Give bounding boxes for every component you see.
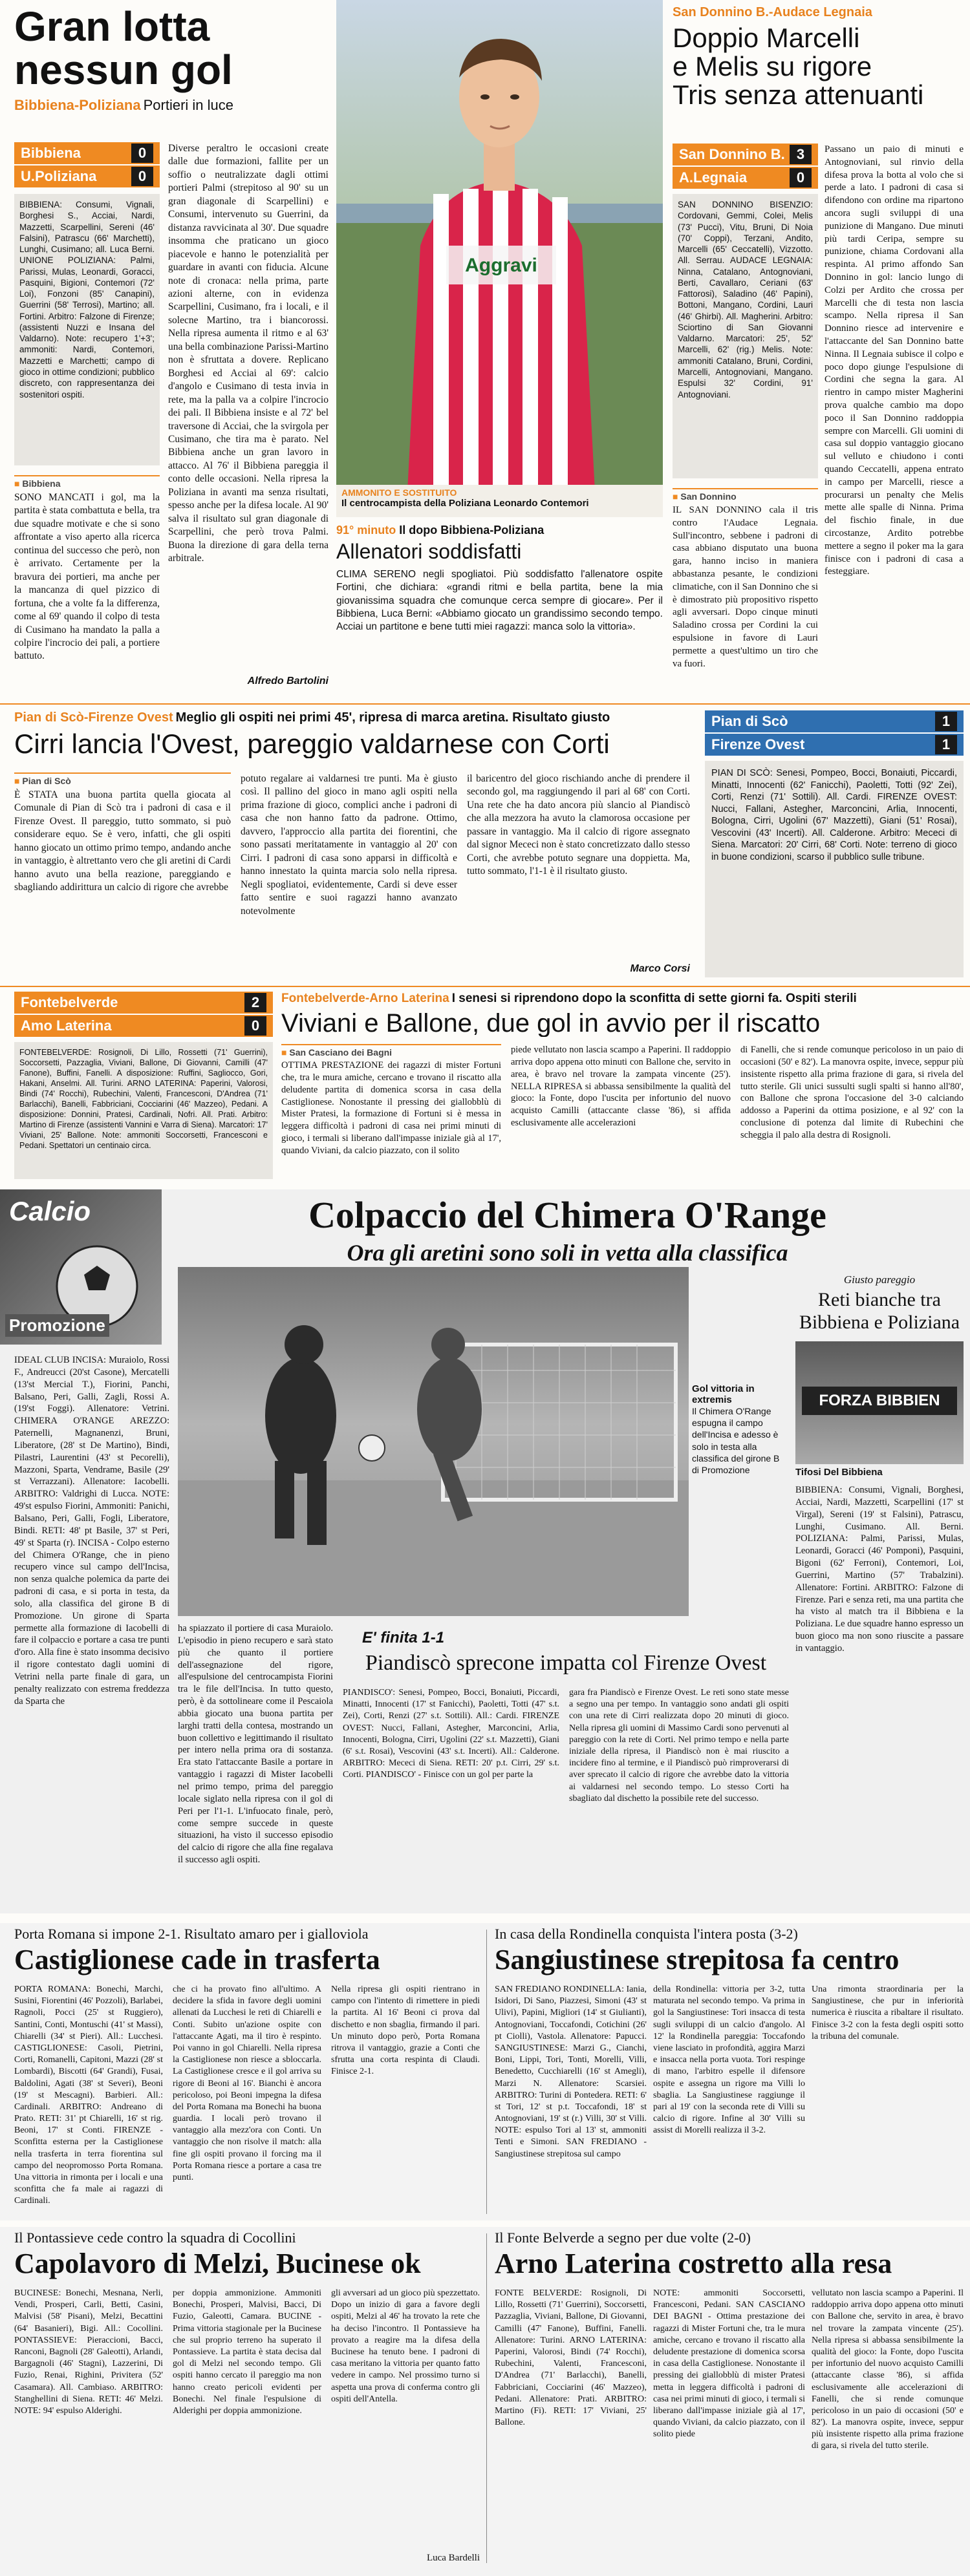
minute-tag: 91° minuto — [336, 524, 396, 537]
article-body-left-2: che ci ha provato fino all'ultimo. A decidere la sfida in favore degli uomini allenati da Lucchesi le reti di Chiarelli e Conti. Subito un'azione ospite con l'attaccante Agati, ma il tiro è respinto. Poi vanno in gol Chiarelli. Nella ripresa la Castiglionese non riesce a sbloccarla. La Castiglionese cresce e il gol arriva su rigore di Beoni al 16'. Bianchi è ancora pericoloso, poi Beoni impegna la difesa del Porta Romana ma Bonechi ha buona guardia. I locali però trovano il vantaggio alla mezz'ora con Conti. Un vantaggio che non risolve il match: alla fine gli ospiti provano il forcing ma il Porta Romana riesce a portare a casa tre punti. — [173, 1985, 321, 2182]
article-body-right-3: vellutato non lascia scampo a Paperini. Il raddoppio arriva dopo appena otto minuti con Ballone che, servito in area, è bravo nel trovare la zampata vincente (25'). Nella ripresa si abbassa sensibilmente la qualità del gioco: la Fonte, dopo l'uscita per infortunio del nuovo acquisto Camilli (attaccante classe '86), si affida esclusivamente alle accelerazioni di Fanelli, che si rende comunque pericoloso in un paio di occasioni (50' e 82'). La manovra ospite, invece, seppur più insistente rispetto alla prima frazione di gara, si rivela del tutto sterile. — [812, 2288, 964, 2451]
right-section-tag: San Donnino — [680, 491, 737, 502]
scorebox-sandonnino — [673, 144, 818, 190]
article-body-right-2: della Rondinella: vittoria per 3-2, tutta maturata nel secondo tempo. Va prima in gol la Sangiustinese: Tori insacca di testa sugli sviluppi di un calcio d'angolo. Al 12' la Rondinella pareggia: Toccafondo viene lasciato in profondità, aggira Marzi e insacca nella porta vuota. Tori respinge di mano, l'arbitro espelle il difensore ospite e assegna un rigore ma Villi lo sbaglia. La Sangiustinese raggiunge il pari al 19' con la seconda rete di Villi su calcio di rigore. Infine al 30' Villi su assist di Morelli realizza il 3-2. — [653, 1985, 805, 2136]
team-goals: 1 — [935, 735, 957, 754]
headline-viviani: Viviani e Ballone, due gol in avvio per il riscatto — [281, 1010, 821, 1037]
scorebox-bibbiena — [14, 142, 160, 189]
article-body-left-3: Nella ripresa gli ospiti rientrano in campo con l'intento di rimettere in piedi la partita. Al 16' Beoni ci prova dal dischetto e non sbaglia, firmando il pari. Un minuto dopo però, Porta Romana ritrova il vantaggio, grazie a Conti che sfrutta una corta respinta di Claudi. Finisce 2-1. — [331, 1985, 480, 2077]
article-body-col2: potuto regalare ai valdarnesi tre punti. Ma è giusto così. Il pallino del gioco in mano agli ospiti nella prima frazione di gioco, complici anche i padroni di casa che non hanno fatto da padrone. Ottimo, davvero, l'approccio alla partita dei fiorentini, che sono passati meritatamente in vantaggio al 20' con Cirri. I padroni di casa sono apparsi in difficoltà e hanno innestato la quinta marcia solo nella ripresa. Negli spogliatoi, evidentemente, Cardi si deve esser fatto sentire e suoi ragazzi hanno avanzato notevolmente — [241, 773, 457, 917]
right-kicker: San Donnino B.-Audace Legnaia — [673, 5, 872, 19]
finita-body: gara fra Piandiscò e Firenze Ovest. Le reti sono state messe a segno una per tempo. In vantaggio sono andati gli ospiti con una rete di Cirri realizzata dopo 20 minuti di gioco. Nella ripresa gli uomini di Massimo Cardi sono pervenuti al pareggio con la rete di Corti. Nel primo tempo e nella parte iniziale della ripresa, il Piandiscò non è mai riuscito a incidere fino al termine, e il Piandiscò può rimproverarsi di aver sprecato il calcio di rigore che avrebbe dato la vittoria ai valdarnesi nel secondo tempo. Lo stesso Corti ha sbagliato dal dischetto la possibile rete del successo. — [569, 1688, 789, 1804]
author-signature: Marco Corsi — [630, 963, 690, 974]
finita-tabellino: PIANDISCO': Senesi, Pompeo, Bocci, Bonaiuti, Piccardi, Minatti, Innocenti (17' st Fanicchi), Paoletti, Totti (47' s.t. Zei), Corti, Renzi (27' s.t. Sottili). All.: Cardi. FIRENZE OVEST: Nucci, Fallani, Astegher, Marconcini, Arlia, Innocenti, Bologna, Cirri, Ugolini (22' s.t. Mazzetti), Giani (6' s.t. Rosai), Vescovini (43' s.t. Incerti). All.: Calderone. ARBITRO: Mececi di Siena. RETI: 20' p.t. Cirri, 29' s.t. Corti. PIANDISCO' - Finisce con un gol per parte la — [343, 1688, 559, 1780]
kicker-tail: Portieri in luce — [143, 97, 233, 114]
chimera-tabellino: IDEAL CLUB INCISA: Muraiolo, Rossi F., Andreucci (20'st Casone), Mercatelli (13'st Mercial T.), Fiorini, Panchi, Balsano, Peri, Galli, Zagli, Rossi A. (19'st Foggi). Allenatore: Vetrini. CHIMERA O'RANGE AREZZO: Paternelli, Magnanenzi, Bruni, Liberatore, (28' st De Martino), Bindi, Pilastri, Laurentini (43' st Pecorelli), Mazzoni, Sparta, Vendrame, Basile (29' st Verrazzani). Allenatore: Iacobelli. ARBITRO: Valdrighi di Lucca. NOTE: 49'st espulso Fiorini, Ammoniti: Panichi, Balsano, Peri, Galli, Fogli, Liberatore, Bindi. RETI: 48' pt Basile, 37' st Peri, 49' st Sparta (r). INCISA - Colpo esterno del Chimera O'Range, che in pieno recupero vince sul campo dell'Incisa, non senza qualche polemica da parte dei padroni di casa, e si porta in testa, da solo, alla classifica del girone B di Promozione. Un girone di Sparta permette alla formazione di Iacobelli di fare il colpaccio e portare a casa tre punti d'oro. Alla fine è stato insomma decisivo il rigore contestato dagli uomini di Vetrini nella parte finale di gara, un penalty realizzato con estrema freddezza da Sparta che — [14, 1355, 169, 1707]
right-headline-2: e Melis su rigore — [673, 51, 872, 82]
team-name: U.Poliziana — [21, 168, 97, 184]
article-body-col3: di Fanelli, che si rende comunque pericoloso in un paio di occasioni (50' e 82'). La manovra ospite, invece, seppur più insistente rispetto alla prima frazione di gara, si rivela del tutto sterile. Gli unici sussulti sugli spalti si hanno all'80', con Ballone che sprona l'occasione del 3-0 calciando addosso a Paperini da ottima posizione, e al 92' con la conclusione di potenza dal limite di Rubechini che scheggia il palo alla destra di Rosignoli. — [740, 1045, 964, 1140]
article-body-left-1: PORTA ROMANA: Bonechi, Marchi, Susini, Fiorentini (46' Pozzoli), Barlabei, Ragnoli, Pocci (25' st Ruggiero), Santini, Conti, Montuschi (41' st Massi), Chiarelli (34' st Pieri). All.: Lucchesi. CASTIGLIONESE: Casoli, Pietrini, Corti, Romanelli, Capitoni, Mazzi (28' st Lombardi), Biscotti (64' Grandi), Fusai, Baldolini, Agati (38' st Severi), Beoni (19' st Mescagni). Barbieri. All.: Cardinali. ARBITRO: Andreano di Prato. RETI: 31' pt Chiarelli, 16' st rig. Beoni, 17' st Conti. FIRENZE - Sconfitta esterna per la Castiglionese nella trasferta in terra fiorentina sul campo del neopromosso Porta Romana. Una vittoria in rimonta per i locali e una sconfitta che fa male ai ragazzi di Cardinali. — [14, 1985, 163, 2206]
team-name: San Donnino B. — [679, 146, 785, 162]
score-row — [14, 165, 160, 189]
player-illustration — [336, 0, 663, 485]
article-body-left-1: BUCINESE: Bonechi, Mesnana, Nerli, Vendi, Prosperi, Carli, Betti, Casini, Malvisi (58' Pisani), Melzi, Becattini (64' Basanieri), Bigi. All.: Cocollini. PONTASSIEVE: Pieraccioni, Bacci, Ranconi, Bagnoli (28' Galeotti), Arlandi, Bargagnoli (46' Stagni), Lazzerini, Di Fuzio, Renai, Righini, Privitera (52' Casamara). All. Cambiaso. ARBITRO: Stanghellini di Siena. RETI: 46' Melzi. NOTE: 94' espulso Alderighi. — [14, 2288, 163, 2416]
section-tag: San Casciano dei Bagni — [289, 1047, 393, 1058]
score-row — [673, 167, 818, 190]
section-bucinese-arno-laterina — [0, 2227, 970, 2576]
headline-right: Arno Laterina costretto alla resa — [495, 2248, 892, 2279]
photo-caption-title: Gol vittoria in extremis — [692, 1383, 755, 1405]
article-body-col1: OTTIMA PRESTAZIONE dei ragazzi di mister Fortuni che, tra le mura amiche, cercano e trovano il riscatto alla deludente partita di domenica scorsa in casa della Castiglionese. Nonostante il pressing dei giallobblù di Mister Pratesi, la formazione di Fortuni si è messa in leggera difficoltà i padroni di casa nei primi minuti di gioco, i termali si liberano dall'impasse iniziale già al 17', quando Viviani, da calcio piazzato, con il solito — [281, 1060, 501, 1156]
article-body-right-1: SAN FREDIANO RONDINELLA: Iania, Isidori, Di Sano, Piazzesi, Simoni (43' st Ulivi), Papini, Migliori (14' st Giulianti), Antognoviani, Toccafondi, Cotichini (26' pt Ciolli), Vastola. Allenatore: Papucci. SANGIUSTINESE: Marzi G., Cianchi, Boni, Lippi, Tori, Tonti, Morelli, Villi, Benedetto, Cucchiarelli (16' st Amegli), Marzi N. Allenatore: Scarsiei. ARBITRO: Turini di Pontedera. RETI: 6' st Tori, 12' st p.t. Toccafondi, 18' st Antognoviani, 19' st (r.) Villi, 30' st Villi. NOTE: espulso Tori al 13' st, ammoniti Tenti e Simoni. SAN FREDIANO - Sangiustinese strepitosa sul campo — [495, 1985, 647, 2159]
article-body-col2: piede vellutato non lascia scampo a Paperini. Il raddoppio arriva dopo appena otto minuti con Ballone che, servito in area, è bravo nel trovare la zampata vincente (25'). NELLA RIPRESA si abbassa sensibilmente la qualità del gioco: la Fonte, dopo l'uscita per infortunio del nuovo acquisto Camilli (attaccante classe '86), si affida esclusivamente alle accelerazioni — [511, 1045, 731, 1129]
subhead-colpaccio: Ora gli aretini sono soli in vetta alla classifica — [347, 1239, 788, 1266]
team-name: A.Legnaia — [679, 169, 748, 186]
team-goals: 0 — [131, 144, 153, 163]
tabellino-piandisco: PIAN DI SCÒ: Senesi, Pompeo, Bocci, Bonaiuti, Piccardi, Minatti, Innocenti (62' Fanicchi), Paoletti, Totti (92' Zei), Corti, Renzi (71' Sottili). All. Cardi. FIRENZE OVEST: Nucci, Fallani, Astegher, Marconcini, Arlia, Innocenti, Bologna, Cirri, Ugolini (67' Mazzetti), Giani (51' Rosai), Vescovini (43' Incerti). All. Calderone. Arbitro: Mececi di Siena. Marcatori: 20' Cirri, 68' Corti. Note: terreno di gioco in buone condizioni, scarso il pubblico sulle tribune. — [705, 761, 964, 977]
team-name: Pian di Scò — [711, 713, 788, 729]
score-row — [673, 144, 818, 167]
tabellino-sandonnino: SAN DONNINO BISENZIO: Cordovani, Gemmi, Colei, Melis (73' Pucci), Vitu, Bruni, Di Noia (70' Coppi), Terzani, Andito, Marcelli (65' Ceccatelli), Vizzotto. All. Serrau. AUDACE LEGNAIA: Ninna, Catalano, Antognoviani, Berti, Cavallaro, Ceriani (63' Fattorosi), Saladino (46' Papini), Bottoni, Mangano, Cordini, Lauri (46' Ghirbi). All. Magherini. Arbitro: Sciortino di San Giovanni Valdarno. Marcatori: 25', 52' Marcelli, 62' (rig.) Melis. Note: ammoniti Catalano, Bruni, Cordini, Marcelli, Antognoviani, Mangano. Espulsi 32' Cordini, 91' Antognoviani. — [673, 194, 818, 478]
finita-label: E' finita 1-1 — [362, 1629, 445, 1646]
allenatori-text: CLIMA SERENO negli spogliatoi. Più soddisfatto l'allenatore ospite Fortini, che dichiara: «grandi ritmi e bella partita, bene la mia giovanissima squadra che comunque cerca sempre di giocare». Per il Bibbiena, Luca Berni: «Abbiamo giocato un grandissimo secondo tempo. Acciai un partitone e bene tutti miei ragazzi: manca solo la vittoria». — [336, 568, 663, 633]
fans-banner: FORZA BIBBIEN — [802, 1387, 957, 1415]
kicker-right: Il Fonte Belverde a segno per due volte (2-0) — [495, 2230, 751, 2246]
section-chimera-orange — [0, 1189, 970, 1913]
headline-cirri: Cirri lancia l'Ovest, pareggio valdarnese con Corti — [14, 730, 610, 759]
action-illustration — [178, 1267, 689, 1616]
finita-box — [343, 1629, 789, 1907]
section-pian-di-sco: Pian di Scò-Firenze Ovest Meglio gli ospiti nei primi 45', ripresa di marca aretina. Risultato giusto Cirri lancia l'Ovest, pareggio valdarnese con Corti ■ Pian di Scò È STATA una buona partita quella giocata al Comunale di Pian di Scò tra i padroni di casa e il Firenze Ovest. Il pareggio, tutto sommato, si può considerare equo. Se è vero, infatti, che gli ospiti hanno giocato un ottimo primo tempo, andando anche in vantaggio, è altrettanto vero che gli aretini di Cardi hanno avuto una bella reazione, pareggiando e sbagliando addirittura un calcio di rigore che avrebbe potuto regalare ai valdarnesi tre punti. Ma è giusto così. Il pallino del gioco in mano agli ospiti nella prima frazione di gioco, complici anche i padroni di casa che non hanno fatto da padrone. Ottimo, davvero, l'approccio alla partita dei fiorentini, che sono passati meritatamente in vantaggio al 20' con Cirri. I padroni di casa sono apparsi in difficoltà e hanno innestato la quinta marcia solo nella ripresa. Negli spogliatoi, evidentemente, Cardi si deve esser fatto sentire e suoi ragazzi hanno avanzato notevolmente il baricentro del gioco rischiando anche di prendere il secondo gol, ma raggiungendo il pari al 68' con Corti. Una rete che ha dato ancora più slancio al Piandiscò che alla mezzora ha avuto la clamorosa occasione per passare in vantaggio. Ma il calcio di rigore assegnato dal signor Mececi non è stato concretizzato dallo stesso Corti, che avrebbe potuto segnare una doppietta. Ma, tutto sommato, l'1-1 è il risultato giusto. Marco Corsi Pian di Scò 1 Firenze Ovest 1 PIAN DI SCÒ: Senesi, Pompeo, Bocci, Bonaiuti, Piccardi, Minatti, Innocenti (62' Fanicchi), Paoletti, Totti (92' Zei), Corti, Renzi (71' Sottili). All. Cardi. FIRENZE OVEST: Nucci, Fallani, Astegher, Marconcini, Arlia, Innocenti, Bologna, Cirri, Ugolini (67' Mazzetti), Giani (51' Rosai), Vescovini (43' Incerti). All. Calderone. Arbitro: Mececi di Siena. Marcatori: 20' Cirri, 68' Corti. Note: terreno di gioco in buone condizioni, scarso il pubblico sulle tribune. — [0, 708, 970, 983]
headline-left: Capolavoro di Melzi, Bucinese ok — [14, 2248, 421, 2279]
score-row — [705, 710, 964, 734]
right-headline-3: Tris senza attenuanti — [673, 80, 924, 111]
section-fontebelverde: Fontebelverde 2 Amo Laterina 0 FONTEBELVERDE: Rosignoli, Di Lillo, Rossetti (71' Guerrini), Soccorsetti, Pazzaglia, Viviani, Ballone, Di Giovanni, Camilli (47' Fanone), Buffini, Fanelli. A disposizione: Ruffini, Sagliocco, Gori, Hakani, Anselmi. All. Turini. ARNO LATERINA: Paperini, Valorosi, Bindi (74' Rocchi), Rubechini, Valenti, Francesconi, D'Andrea (71' Barlacchi), Banelli, Fabbriciani, Cocciarini (46' Mazzeo), Pedani. A disposizione: Donnini, Pratesi, Cardinali, Nofri. All. Prati. Arbitro: Martino di Firenze (assistenti Vannini e Varra di Siena). Marcatori: 17' Viviani, 25' Ballone. Note: ammoniti Soccorsetti, Francesconi e Pedani. Spettatori un centinaio circa. Fontebelverde-Arno Laterina I senesi si riprendono dopo la sconfitta di sette giorni fa. Ospiti sterili Viviani e Ballone, due gol in avvio per il riscatto ■ San Casciano dei Bagni OTTIMA PRESTAZIONE dei ragazzi di mister Fortuni che, tra le mura amiche, cercano e trovano il riscatto alla deludente partita di domenica scorsa in casa della Castiglionese. Nonostante il pressing dei giallobblù di Mister Pratesi, la formazione di Fortuni si è messa in leggera difficoltà i padroni di casa nei primi minuti di gioco, i termali si liberano dall'impasse iniziale già al 17', quando Viviani, da calcio piazzato, con il solito piede vellutato non lascia scampo a Paperini. Il raddoppio arriva dopo appena otto minuti con Ballone che, servito in area, è bravo nel trovare la zampata vincente (25'). NELLA RIPRESA si abbassa sensibilmente la qualità del gioco: la Fonte, dopo l'uscita per infortunio del nuovo acquisto Camilli (attaccante classe '86), si affida esclusivamente alle accelerazioni di Fanelli, che si rende comunque pericoloso in un paio di occasioni (50' e 82'). La manovra ospite, invece, seppur più insistente rispetto alla prima frazione di gara, si rivela del tutto sterile. Gli unici sussulti sugli spalti si hanno all'80', con Ballone che sprona l'occasione del 3-0 calciando addosso a Paperini da ottima posizione, e al 92' con la conclusione di potenza dal limite di Rubechini che scheggia il palo alla destra di Rosignoli. — [0, 989, 970, 1183]
fans-photo — [795, 1341, 964, 1464]
score-row — [14, 992, 273, 1015]
headline-gran-lotta: Gran lotta nessun gol — [14, 5, 233, 94]
kicker-left: Porta Romana si impone 2-1. Risultato amaro per i gialloviola — [14, 1926, 369, 1942]
section-castiglionese-sangiustinese — [0, 1923, 970, 2220]
tabellino-fontebelverde: FONTEBELVERDE: Rosignoli, Di Lillo, Rossetti (71' Guerrini), Soccorsetti, Pazzaglia, Viviani, Ballone, Di Giovanni, Camilli (47' Fanone), Buffini, Fanelli. A disposizione: Ruffini, Sagliocco, Gori, Hakani, Anselmi. All. Turini. ARNO LATERINA: Paperini, Valorosi, Bindi (74' Rocchi), Rubechini, Valenti, Francesconi, D'Andrea (71' Barlacchi), Banelli, Fabbriciani, Cocciarini (46' Mazzeo), Pedani. A disposizione: Donnini, Pratesi, Cardinali, Nofri. All. Prati. Arbitro: Martino di Firenze (assistenti Vannini e Varra di Siena). Marcatori: 17' Viviani, 25' Ballone. Note: ammoniti Soccorsetti, Francesconi e Pedani. Spettatori un centinaio circa. — [14, 1042, 273, 1179]
kicker-line — [14, 97, 338, 114]
kicker-right: In casa della Rondinella conquista l'intera posta (3-2) — [495, 1926, 798, 1942]
team-name: Firenze Ovest — [711, 736, 805, 752]
headline-left: Castiglionese cade in trasferta — [14, 1944, 380, 1975]
article-body-col3: il baricentro del gioco rischiando anche di prendere il secondo gol, ma raggiungendo il pari al 68' con Corti. Una rete che ha dato ancora più slancio al Piandiscò che alla mezzora ha avuto la clamorosa occasione per passare in vantaggio. Ma il calcio di rigore assegnato dal signor Mececi non è stato concretizzato dallo stesso Corti, che avrebbe potuto segnare una doppietta. Ma, tutto sommato, l'1-1 è il risultato giusto. — [467, 773, 690, 877]
headline-right: Sangiustinese strepitosa fa centro — [495, 1944, 900, 1975]
article-body-col1: È STATA una buona partita quella giocata al Comunale di Pian di Scò tra i padroni di casa e il Firenze Ovest. Il pareggio, tutto sommato, si può considerare equo. Se è vero, infatti, che gli ospiti hanno giocato un ottimo primo tempo, andando anche in vantaggio, è altrettanto vero che gli aretini di Cardi hanno avuto una bella reazione, pareggiando e sbagliando addirittura un calcio di rigore che avrebbe — [14, 789, 231, 893]
calcio-corner-photo — [0, 1189, 162, 1345]
finita-headline: Piandiscò sprecone impatta col Firenze Ovest — [365, 1651, 767, 1675]
kicker-match: Pian di Scò-Firenze Ovest — [14, 710, 173, 725]
scorebox-fontebelverde — [14, 992, 273, 1038]
article-body-col1: SONO MANCATI i gol, ma la partita è stata combattuta e bella, tra due squadre motivate e che si sono affrontate a viso aperto alla ricerca continua del successo che però, non è arrivato. Certamente per la bravura dei portieri, ma anche per la mancanza di quel pizzico di fortuna, che a volte fa la differenza, come al 69' quando il colpo di testa di Cusimano ha mandato la palla a colpire l'incrocio dei pali, a portiere battuto. — [14, 492, 160, 662]
kicker-match: Fontebelverde-Arno Laterina — [281, 992, 449, 1005]
article-body-right-2: NOTE: ammoniti Soccorsetti, Francesconi, Pedani. SAN CASCIANO DEI BAGNI - Ottima prestazione dei ragazzi di Mister Fortuni che, tra le mura amiche, cercano e trovano il riscatto alla deludente prestazione di domenica scorsa in casa della Castiglionese. Nonostante il pressing dei giallobblù di mister Pratesi metta in leggera difficoltà i padroni di casa nei primi minuti di gioco, i termali si liberano dall'impasse iniziale già al 17', quando Viviani, da calcio piazzato, con il solito piede — [653, 2288, 805, 2440]
author-signature: Alfredo Bartolini — [247, 676, 329, 687]
section-tag: Bibbiena — [22, 478, 61, 489]
allenatori-box — [336, 524, 663, 698]
promozione-label: Promozione — [5, 1314, 109, 1337]
match-action-photo — [178, 1267, 689, 1616]
article-body-right-3: Una rimonta straordinaria per la Sangiustinese, che pur in inferiorità numerica è riuscita a ribaltare il risultato. Finisce 3-2 con la festa degli ospiti sotto la tribuna del comunale. — [812, 1985, 964, 2041]
calcio-label: Calcio — [9, 1196, 91, 1226]
tabellino-bibbiena: BIBBIENA: Consumi, Vignali, Borghesi S., Acciai, Nardi, Mazzetti, Scarpellini, Sereni (46' Falsini), Patrascu (66' Marchetti), Lunghi, Cusimano; all. Luca Berni. UNIONE POLIZIANA: Palmi, Parissi, Mulas, Leonardi, Goracci, Pasquini, Bigioni, Contemori (72' Loi), Fonzoni (85' Canapini), Guerrini (58' Terrosi), Martino; all. Fortini. Arbitro: Falzone di Firenze; (assistenti Nuzzi e Insana del Valdarno). Note: recupero 1'+3'; ammoniti: Nardi, Contemori, Mazzetti e Marchetti; campo di gioco in ottime condizioni; pubblico discreto, con rappresentanza dei sostenitori ospiti. — [14, 194, 160, 465]
author-left: Luca Bardelli — [426, 2553, 480, 2563]
right-article-body-2: Passano un paio di minuti e Antognoviani, sul rinvio della difesa prova la botta al volo che si perde a lato. I padroni di casa si difendono con ordine ma ripartono ancora sugli sviluppi di una punizione di Mangano. Due minuti più tardi Ceripa, sempre su punizione, chiama Cordovani alla respinta. Al primo affondo San Donnino in gol: lancio lungo di Colzi per Ardito che crossa per Marcelli che di testa non lascia scampo. Nella ripresa il San Donnino riesce ad intervenire e l'attaccante del San Donnino batte Ninna. Il Legnaia subisce il colpo e poco dopo giunge l'espulsione di Cordini che segna la gara. Al rientro in campo mister Magherini prova qualche cambio ma dopo poco il San Donnino raddoppia sempre con Marcelli. Gli uomini di casa sul doppio vantaggio giocano sul velluto e chiudono i conti quando Ceccatelli, appena entrato in campo per Marcelli, riesce a procurarsi un penalty che Melis mette alle spalle di Ninna. Prima del fischio finale, in due circostanze, Ardito potrebbe mettere a segno il poker ma la gara finisce con i padroni di casa a festeggiare. — [824, 144, 964, 577]
photo-caption: Il centrocampista della Poliziana Leonardo Contemori — [341, 498, 589, 509]
fans-caption: Tifosi Del Bibbiena — [795, 1467, 883, 1478]
score-row — [14, 142, 160, 165]
right-article-body-1: IL SAN DONNINO cala il tris contro l'Audace Legnaia. Sull'incontro, sebbene i padroni di casa abbiano disputato una buona gara, hanno inciso in maniera abbastanza pesante, le condizioni climatiche, con il San Donnino che si è dimostrato più propositivo rispetto agli avversari. Dopo cinque minuti Saladino crossa per Cordini la cui espulsione in favore di Lauri permette a quest'ultimo un tiro che va fuori. — [673, 505, 818, 669]
article-body-left-3: gli avversari ad un gioco più spezzettato. Dopo un inizio di gara a favore degli ospiti, Melzi al 46' ha trovato la rete che ha deciso l'incontro. Il Pontassieve ha provato a reagire ma la difesa della Bucinese ha tenuto bene. I padroni di casa meritano la vittoria per quanto fatto vedere in campo. Nel prossimo turno si aspetta una prova di conferma contro gli ospiti dell'Antella. — [331, 2288, 480, 2404]
team-goals: 3 — [790, 145, 812, 164]
right-headline: Reti bianche tra Bibbiena e Poliziana — [799, 1289, 960, 1333]
score-row — [705, 734, 964, 757]
chimera-body-mid: ha spiazzato il portiere di casa Muraiolo. L'episodio in pieno recupero e sarà stato più che quanto il portiere dell'assegnazione del rigore, all'espulsione del centrocampista Fiorini tra le file dell'Incisa. In tutto questo, però, è da sottolineare come il Pescaiola abbia giocato una buona partita per larghi tratti della contesa, mostrando un buon collettivo e legittimando il risultato per intero nella prima ora di sostanza. Era stato l'attaccante Basile a portare in vantaggio i ragazzi di Mister Iacobelli nel primo tempo, prima del pareggio locale siglato nella ripresa con il gol di Peri per l'1-1. L'infuocato finale, però, come sempre succede in queste situazioni, ha visto il successo episodio del calcio di rigore che alla fine regalava il successo agli ospiti. — [178, 1623, 333, 1866]
right-headline-1: Doppio Marcelli — [673, 23, 860, 53]
article-body-right-1: FONTE BELVERDE: Rosignoli, Di Lillo, Rossetti (71' Guerrini), Soccorsetti, Pazzaglia, Viviani, Ballone, Di Giovanni, Camilli (47' Fanone), Buffini, Fanelli. Allenatore: Turini. ARNO LATERINA: Paperini, Valorosi, Bindi (74' Rocchi), Rubechini, Valenti, Francesconi, D'Andrea (71' Barlacchi), Banelli, Fabbriciani, Cocciarini (46' Mazzeo), Pedani. Allenatore: Prati. ARBITRO: Martino (Fi). RETI: 17' Viviani, 25' Ballone. — [495, 2288, 647, 2428]
headline-colpaccio: Colpaccio del Chimera O'Range — [308, 1196, 826, 1236]
team-goals: 1 — [935, 712, 957, 731]
kicker-left: Il Pontassieve cede contro la squadra di Cocollini — [14, 2230, 296, 2246]
team-goals: 0 — [790, 168, 812, 187]
section-tag: Pian di Scò — [22, 776, 71, 786]
player-photo — [336, 0, 663, 485]
photo-caption-body: Il Chimera O'Range espugna il campo dell'Incisa e adesso è solo in testa alla classifica del girone B di Promozione — [692, 1406, 780, 1475]
kicker-rest: I senesi si riprendono dopo la sconfitta di sette giorni fa. Ospiti sterili — [451, 992, 857, 1005]
score-row — [14, 1015, 273, 1038]
shirt-sponsor: Aggravi — [465, 255, 537, 276]
right-tabellino: BIBBIENA: Consumi, Vignali, Borghesi, Acciai, Nardi, Mazzetti, Scarpellini (17' st Virgal), Sereni (19' st Falsini), Patrascu, Lunghi, Cusimano. All. Berni. POLIZIANA: Palmi, Parissi, Mulas, Leonardi, Goracci (46' Pomponi), Pasquini, Bigoni (62' Ferroni), Contemori, Loi, Guerrini, Martino (57' Trabalzini). Allenatore: Fortini. ARBITRO: Falzone di Firenze. Pari e senza reti, ma una partita che ha visto al match tra il Bibbiena e la Poliziana. Le due squadre hanno espresso un buon gioco ma non sono riuscite a passare in vantaggio. — [795, 1485, 964, 1654]
kicker-match: Bibbiena-Poliziana — [14, 97, 141, 114]
team-goals: 0 — [131, 167, 153, 186]
team-name: Bibbiena — [21, 145, 81, 161]
team-name: Fontebelverde — [21, 994, 118, 1010]
team-goals: 2 — [244, 993, 266, 1012]
minute-rest: Il dopo Bibbiena-Poliziana — [399, 524, 544, 537]
scorebox-piandisco — [705, 710, 964, 757]
section-bibbiena-poliziana: Gran lotta nessun gol Bibbiena-Poliziana Portieri in luce Bibbiena 0 U.Poliziana 0 BIBBIENA: Consumi, Vignali, Borghesi S., Acciai, Nardi, Mazzetti, Scarpellini, Sereni (46' Falsini), Patrascu (66' Marchetti), Lunghi, Cusimano; all. Luca Berni. UNIONE POLIZIANA: Palmi, Parissi, Mulas, Leonardi, Goracci, Pasquini, Bigioni, Contemori (72' Loi), Fonzoni (85' Canapini), Guerrini (58' Terrosi), Martino; all. Fortini. Arbitro: Falzone di Firenze; (assistenti Nuzzi e Insana del Valdarno). Note: recupero 1'+3'; ammoniti: Nardi, Contemori, Mazzetti e Marchetti; campo di gioco in ottime condizioni; pubblico discreto, con rappresentanza dei sostenitori ospiti. ■ Bibbiena SONO MANCATI i gol, ma la partita è stata combattuta e bella, tra due squadre motivate e che si sono affrontate a viso aperto alla ricerca continua del successo che però, non è arrivato. Certamente per la bravura dei portieri, ma anche per la mancanza di quel pizzico di fortuna, che a volte fa la differenza, come al 69' quando il colpo di testa di Cusimano ha mandato la palla a colpire l'incrocio dei pali, a portiere battuto. Diverse peraltro le occasioni create dalle due formazioni, fallite per un soffio o neutralizzate dagli ottimi portieri Palmi (strepitoso al 90' su un gran diagonale di Scarpellini) e Consumi, intervenuto su Guerrini, da distanza ravvicinata al 30'. Due squadre insomma che praticano un gioco piacevole e hanno le potenzialità per guardare in avanti con fiducia. Alcune note di cronaca: nella prima, parte azioni alterne, con in evidenza Scarpellini, Cusimano, fra i locali, e il solecne Martino, tra i biancorossi. Nella ripresa aumenta il ritmo e al 63' una bella combinazione Parissi-Martino non è sfruttata a dovere. Replicano Borghesi ed Acciai al 69': calcio d'angolo e Cusimano di testa invia in rete, ma la palla va a colpire l'incrocio dei pali. Il Bibbiena insiste e al 72' bel traversone di Acciai, che la svirgola per Cusimano, che tira ma è parato. Nel Bibbiena anche un gran lavoro in attacco. Al 76' il Bibbiena pareggia il conto delle occasioni. Nella ripresa la Poliziana in avanti ma senza risultati, spesso anche per la difesa locale. Al 90' salva il risultato sul gran diagonale di Scarpellini, che però trova Palmi. Buona la direzione di gara della terna arbitrale. Alfredo Bartolini Aggravi AMMONITO E SOSTITUITO Il centrocampista della Poliziana Leonardo Contemori 91° minuto Il dopo Bibbiena-Poliziana Allenatori soddisfatti CLIMA SERENO negli spogliatoi. Più soddisfatto l'allenatore ospite Fortini, che dichiara: «grandi ritmi e bella partita, bene la mia giovanissima squadra che comunque cerca sempre di giocare». Per il Bibbiena, Luca Berni: «Abbiamo giocato un grandissimo secondo tempo. Acciai un partitone e bene tutti miei ragazzi: manca solo la vittoria». San Donnino B.-Audace Legnaia Doppio Marcelli e Melis su rigore Tris senza attenuanti San Donnino B. 3 A.Legnaia 0 SAN DONNINO BISENZIO: Cordovani, Gemmi, Colei, Melis (73' Pucci), Vitu, Bruni, Di Noia (70' Coppi), Terzani, Andito, Marcelli (65' Ceccatelli), Vizzotto. All. Serrau. AUDACE LEGNAIA: Ninna, Catalano, Antognoviani, Berti, Cavallaro, Ceriani (63' Fattorosi), Saladino (46' Papini), Bottoni, Mangano, Cordini, Lauri (46' Ghirbi). All. Magherini. Arbitro: Sciortino di San Giovanni Valdarno. Marcatori: 25', 52' Marcelli, 62' (rig.) Melis. Note: ammoniti Catalano, Bruni, Cordini, Marcelli, Antognoviani, Mangano. Espulsi 32' Cordini, 91' Antognoviani. ■ San Donnino IL SAN DONNINO cala il tris contro l'Audace Legnaia. Sull'incontro, sebbene i padroni di casa abbiano disputato una buona gara, hanno inciso in maniera abbastanza pesante, le condizioni climatiche, con il San Donnino che si è dimostrato più propositivo rispetto agli avversari. Dopo cinque minuti Saladino crossa per Cordini la cui espulsione in favore di Lauri permette a quest'ultimo un tiro che va fuori. Passano un paio di minuti e Antognoviani, sul rinvio della difesa prova la botta al volo che si perde a lato. I padroni di casa si difendono con ordine ma ripartono ancora sugli sviluppi di una punizione di Mangano. Due minuti più tardi Ceripa, sempre su punizione, chiama Cordovani alla respinta. Al primo affondo San Donnino in gol: lancio lungo di Colzi per Ardito che crossa per Marcelli che di testa non lascia scampo. Nella ripresa il San Donnino riesce ad intervenire e l'attaccante del San Donnino batte Ninna. Il Legnaia subisce il colpo e poco dopo giunge l'espulsione di Cordini che segna la gara. Al rientro in campo mister Magherini prova qualche cambio ma dopo poco il San Donnino raddoppia sempre con Marcelli. Gli uomini di casa sul doppio vantaggio giocano sul velluto e chiudono i conti quando Ceccatelli, appena entrato in campo per Marcelli, riesce a procurarsi un penalty che Melis mette alle spalle di Ninna. Prima del fischio finale, in due circostanze, Ardito potrebbe mettere a segno il poker ma la gara finisce con i padroni di casa a festeggiare. — [0, 0, 970, 698]
photo-tag: AMMONITO E SOSTITUITO — [341, 487, 457, 498]
giusto-label: Giusto pareggio — [843, 1273, 916, 1286]
team-name: Amo Laterina — [21, 1017, 112, 1034]
article-body-left-2: per doppia ammonizione. Ammoniti Bonechi, Prosperi, Malvisi, Bacci, Di Fuzio, Galeotti, Camara. BUCINE - Prima vittoria stagionale per la Bucinese che sul proprio terreno ha superato il Pontassieve. La partita è stata decisa dal gol di Melzi nel secondo tempo. Gli ospiti hanno cercato il pareggio ma non hanno creato pericoli evidenti per Bonechi. Nel finale l'espulsione di Alderighi per doppia ammonizione. — [173, 2288, 321, 2416]
kicker-rest: Meglio gli ospiti nei primi 45', ripresa di marca aretina. Risultato giusto — [175, 710, 610, 725]
allenatori-title: Allenatori soddisfatti — [336, 540, 522, 563]
team-goals: 0 — [244, 1016, 266, 1036]
article-body-col2: Diverse peraltro le occasioni create dalle due formazioni, fallite per un soffio o neutralizzate dagli ottimi portieri Palmi (strepitoso al 90' su un gran diagonale di Scarpellini) e Consumi, intervenuto su Guerrini, da distanza ravvicinata al 30'. Due squadre insomma che praticano un gioco piacevole e hanno le potenzialità per guardare in avanti con fiducia. Alcune note di cronaca: nella prima, parte azioni alterne, con in evidenza Scarpellini, Cusimano, fra i locali, e il solecne Martino, tra i biancorossi. Nella ripresa aumenta il ritmo e al 63' una bella combinazione Parissi-Martino non è sfruttata a dovere. Replicano Borghesi ed Acciai al 69': calcio d'angolo e Cusimano di testa invia in rete, ma la palla va a colpire l'incrocio dei pali. Il Bibbiena insiste e al 72' bel traversone di Acciai, che la svirgola per Cusimano, che tira ma è parato. Nel Bibbiena anche un gran lavoro in attacco. Al 76' il Bibbiena pareggia il conto delle occasioni. Nella ripresa la Poliziana in avanti ma senza risultati, spesso anche per la difesa locale. Al 90' salva il risultato sul gran diagonale di Scarpellini, che però trova Palmi. Buona la direzione di gara della terna arbitrale. — [168, 143, 329, 564]
